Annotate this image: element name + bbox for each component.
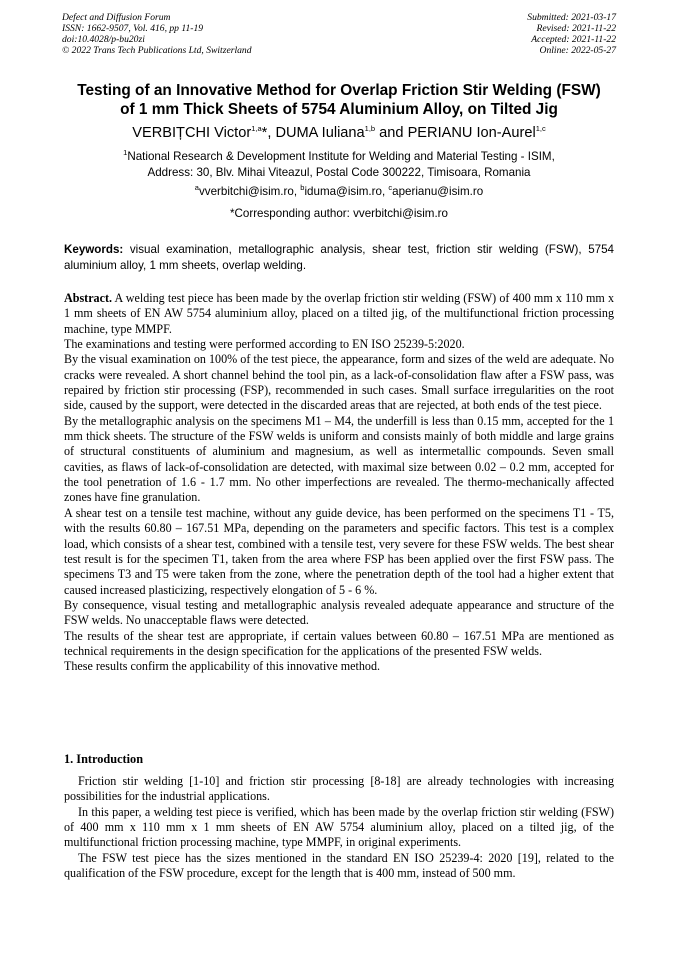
- email-b: iduma@isim.ro,: [304, 185, 389, 198]
- intro-paragraph: In this paper, a welding test piece is verified, which has been made by the overlap friction stir welding (FSW) of 400 mm x 110 mm x 1 mm sheets of EN AW 5754 aluminium alloy, placed on a tilted jig, of the multifunctional friction processing machine, type MMPF, in original experiments.: [64, 804, 614, 850]
- affiliation-address: Address: 30, Blv. Mihai Viteazul, Postal Code 300222, Timisoara, Romania: [147, 166, 531, 179]
- intro-paragraph: The FSW test piece has the sizes mentioned in the standard EN ISO 25239-4: 2020 [19], related to the qualification of the FSW procedure, except for the length that is 400 mm, instead of 500 mm.: [64, 850, 614, 881]
- abstract-paragraph: By the metallographic analysis on the specimens M1 – M4, the underfill is less than 0.15 mm, accepted for the 1 mm thick sheets. The structure of the FSW welds is uniform and consists mainly of both middle and large grains of structural constituents of aluminium and magnesium, as well as intermetallic compounds. Seven small cavities, as flaws of lack-of-consolidation are detected, with maximal size between 0.02 – 0.2 mm, accepted for the tool penetration of 1.6 - 1.7 mm. No other imperfections are revealed. The thermo-mechanically affected zones have fine granulation.: [64, 413, 614, 505]
- journal-doi: doi:10.4028/p-bu20zi: [62, 34, 145, 45]
- date-revised: Revised: 2021-11-22: [536, 23, 616, 34]
- affiliation-line-1: [40, 149, 638, 165]
- publication-dates: [527, 12, 616, 56]
- author-3: PERIANU Ion-Aurel: [407, 125, 536, 141]
- affiliation-institute: National Research & Development Institute for Welding and Material Testing - ISIM,: [127, 150, 555, 163]
- affiliation-number: 1: [123, 148, 128, 158]
- journal-info: [62, 12, 252, 56]
- author-list: [40, 124, 638, 142]
- email-b-mark: b: [300, 183, 305, 193]
- abstract: [64, 291, 614, 675]
- abstract-paragraph: These results confirm the applicability of this innovative method.: [64, 659, 381, 674]
- date-submitted: Submitted: 2021-03-17: [527, 12, 616, 23]
- author-emails: [40, 184, 638, 200]
- affiliation: [40, 149, 638, 181]
- abstract-paragraph: The examinations and testing were performed according to EN ISO 25239-5:2020.: [64, 337, 465, 352]
- corresponding-author: *Corresponding author: vverbitchi@isim.ro: [230, 207, 448, 220]
- paper-title-line-1: Testing of an Innovative Method for Overlap Friction Stir Welding (FSW): [77, 82, 601, 99]
- abstract-paragraph: By the visual examination on 100% of the test piece, the appearance, form and sizes of the weld are adequate. No cracks were revealed. A short channel behind the tool pin, as a lack-of-consolidation flaw after a FSW pass, was repaired by friction stir processing (FSP), recommended in such cases. Small surface irregularities on the root side, caused by the support, were detected in the discarded areas that are rejected, at both ends of the test piece.: [64, 352, 614, 413]
- introduction-body: [64, 774, 614, 881]
- author-2-affil: 1,b: [364, 124, 376, 134]
- abstract-paragraph: A shear test on a tensile test machine, without any guide device, has been performed on the specimens T1 - T5, with the results 60.80 – 167.51 MPa, depending on the parameters and specific factors. This test is a complex load, which consists of a shear test, combined with a tensile test, very severe for these FSW welds. The best shear test result is for the specimen T1, taken from the area where FSP has been applied over the first FSW pass. The specimens T3 and T5 were taken from the zone, where the penetration depth of the tool had a higher extent that caused increased plasticizing, respectively elongation of 5 - 6 %.: [64, 505, 614, 597]
- keywords-label: Keywords:: [64, 243, 124, 256]
- email-c: aperianu@isim.ro: [392, 185, 484, 198]
- author-and: and: [375, 125, 408, 141]
- abstract-label: Abstract.: [64, 291, 113, 305]
- paper-title: [40, 81, 638, 119]
- email-a: vverbitchi@isim.ro,: [198, 185, 301, 198]
- intro-paragraph: Friction stir welding [1-10] and friction stir processing [8-18] are already technologies with increasing possibilities for the industrial applications.: [64, 774, 614, 804]
- author-1-affil: 1,a: [251, 124, 262, 134]
- abstract-paragraph: By consequence, visual testing and metallographic analysis revealed adequate appearance and structure of the FSW welds. No unacceptable flaws were detected.: [64, 597, 614, 628]
- keywords-text: visual examination, metallographic analysis, shear test, friction stir welding (FSW), 5754 aluminium alloy, 1 mm sheets, overlap welding.: [64, 243, 614, 272]
- author-3-affil: 1,c: [535, 124, 546, 134]
- journal-issn: ISSN: 1662-9507, Vol. 416, pp 11-19: [62, 23, 204, 34]
- abstract-paragraph: [64, 291, 614, 337]
- abstract-paragraph: The results of the shear test are appropriate, if certain values between 60.80 – 167.51 MPa are mentioned as technical requirements in the design specification for the applications of the presented FSW welds.: [64, 628, 614, 658]
- journal-copyright: © 2022 Trans Tech Publications Ltd, Switzerland: [62, 45, 252, 56]
- paper-title-line-2: of 1 mm Thick Sheets of 5754 Aluminium Alloy, on Tilted Jig: [120, 101, 558, 118]
- email-c-mark: c: [388, 183, 393, 193]
- abstract-first-text: A welding test piece has been made by the overlap friction stir welding (FSW) of 400 mm x 110 mm x 1 mm sheets of EN AW 5754 aluminium alloy, placed on a tilted jig, of the multifunctional friction processing machine, type MMPF.: [64, 291, 614, 336]
- date-accepted: Accepted: 2021-11-22: [531, 34, 616, 45]
- date-online: Online: 2022-05-27: [539, 45, 616, 56]
- author-1-corresponding-mark: *,: [261, 125, 276, 141]
- author-2: DUMA Iuliana: [275, 125, 365, 141]
- author-1: VERBIȚCHI Victor: [132, 125, 252, 141]
- journal-name: Defect and Diffusion Forum: [62, 12, 171, 23]
- email-a-mark: a: [194, 183, 199, 193]
- keywords: [64, 242, 614, 273]
- section-heading-introduction: 1. Introduction: [64, 752, 144, 766]
